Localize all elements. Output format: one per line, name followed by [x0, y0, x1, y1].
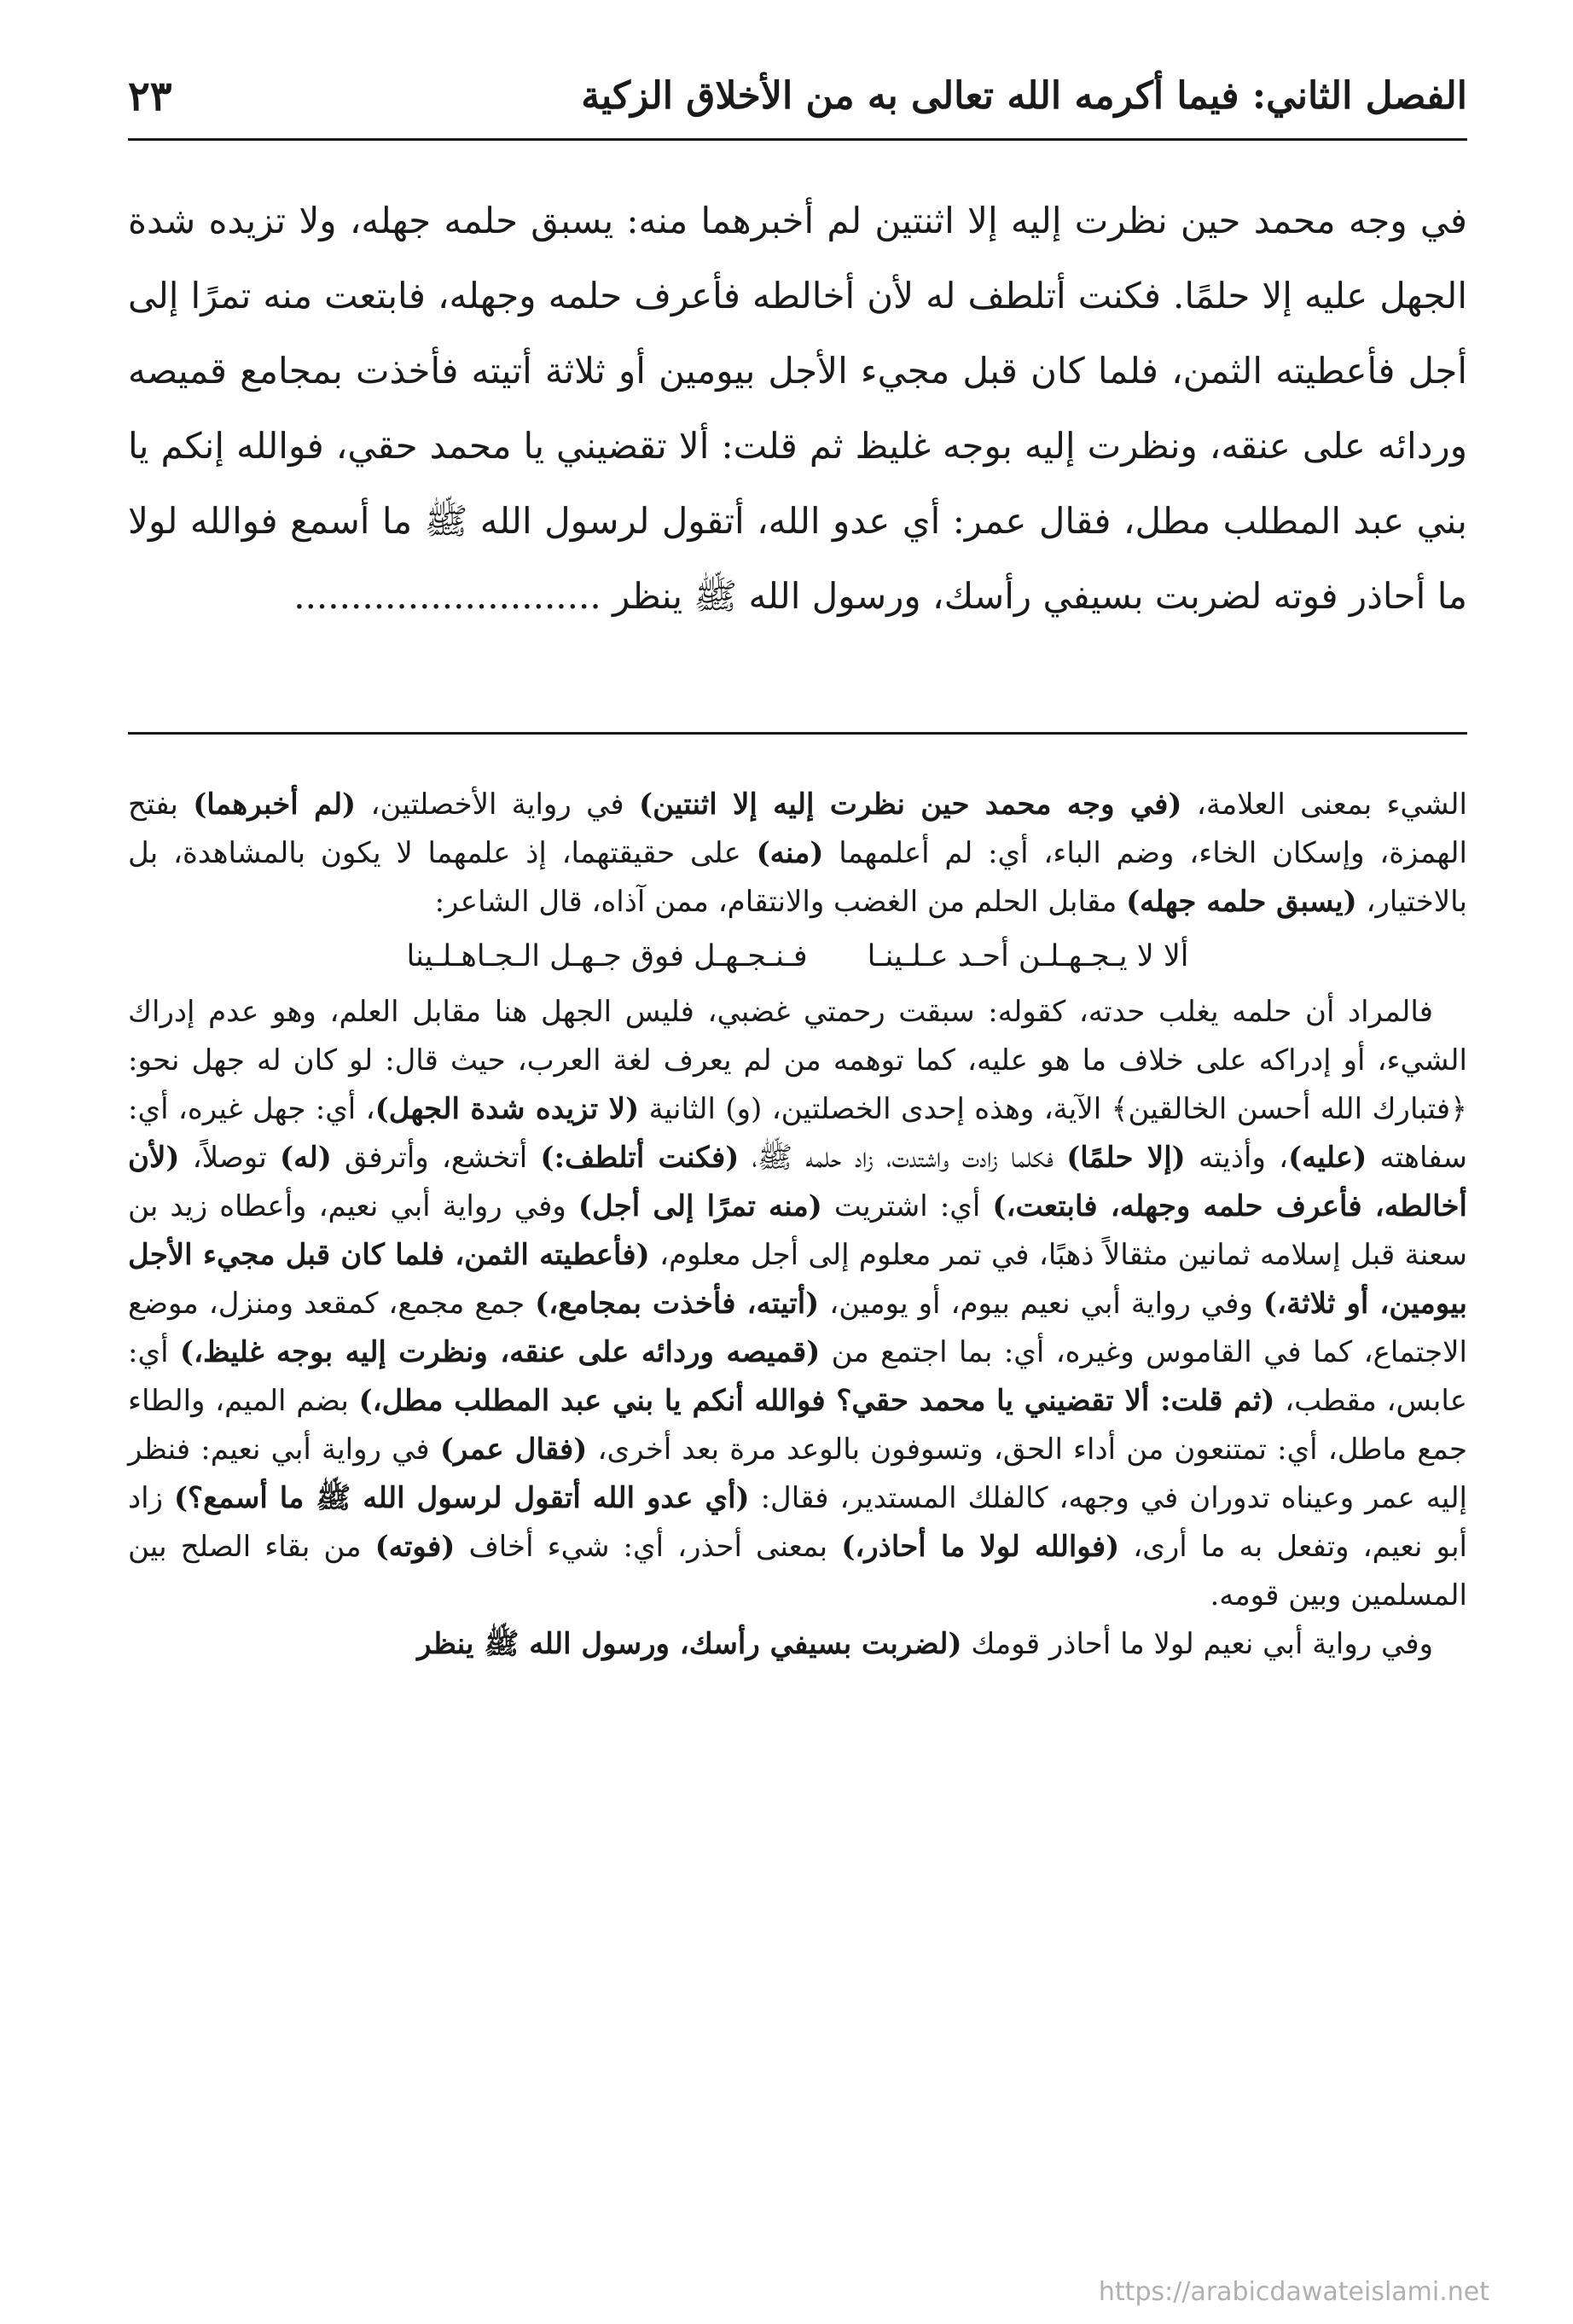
- commentary-text: بمعنى أحذر، أي: شيء أخاف: [455, 1530, 842, 1564]
- commentary-text: وفي رواية أبي نعيم بيوم، أو يومين،: [819, 1287, 1263, 1321]
- commentary-quote: (منه): [756, 836, 824, 870]
- commentary-text: جمع مجمع، كمقعد ومنزل، موضع الاجتماع، كما في القاموس وغيره، أي: بما اجتمع من: [128, 1287, 1467, 1369]
- page-header: [128, 67, 1467, 126]
- commentary-text: فكلما زادت واشتدت، زاد حلمه ﷺ،: [739, 1141, 1067, 1175]
- commentary-quote: (فوته): [374, 1530, 456, 1564]
- commentary-text: في رواية الأخصلتين،: [356, 787, 639, 822]
- commentary-text: بفتح الهمزة، وإسكان الخاء، وضم الباء، أي: لم أعلمهما: [128, 787, 1467, 870]
- commentary-quote: (أتيته، فأخذت بمجامع،): [535, 1287, 820, 1321]
- commentary-quote: (إلا حلمًا): [1066, 1141, 1186, 1175]
- commentary-quote: (لضربت بسيفي رأسك، ورسول الله ﷺ ينظر: [417, 1627, 962, 1661]
- commentary-text: وفي رواية أبي نعيم لولا ما أحاذر قومك: [961, 1627, 1433, 1661]
- continuation-dots: ...........................: [293, 575, 601, 617]
- chapter-title: الفصل الثاني: فيما أكرمه الله تعالى به من الأخلاق الزكية: [581, 74, 1467, 118]
- commentary-quote: (ثم قلت: ألا تقضيني يا محمد حقي؟ فوالله أنكم يا بني عبد المطلب مطل،): [358, 1384, 1275, 1418]
- verse-second-hemistich: فـنـجـهـل فوق جـهـل الـجـاهـلـينا: [406, 939, 808, 973]
- page-number: ٢٣: [128, 73, 172, 120]
- main-text-body: في وجه محمد حين نظرت إليه إلا اثنتين لم أخبرهما منه: يسبق حلمه جهله، ولا تزيده شدة الجهل عليه إلا حلمًا. فكنت أتلطف له لأن أخالطه فأعرف حلمه وجهله، فابتعت منه تمرًا إلى أجل فأعطيته الثمن، فلما كان قبل مجيء الأجل بيومين أو ثلاثة أتيته فأخذت بمجامع قميصه وردائه على عنقه، ونظرت إليه بوجه غليظ ثم قلت: ألا تقضيني يا محمد حقي، فوالله إنكم يا بني عبد المطلب مطل، فقال عمر: أي عدو الله، أتقول لرسول الله ﷺ ما أسمع فوالله لولا ما أحاذر فوته لضربت بسيفي رأسك، ورسول الله ﷺ ينظر: [128, 200, 1467, 617]
- commentary-quote: (فكنت أتلطف:): [540, 1141, 740, 1175]
- commentary-quote: (منه تمرًا إلى أجل): [578, 1189, 822, 1223]
- commentary-text: ، وأذيته: [1185, 1141, 1289, 1175]
- section-divider: [128, 732, 1467, 735]
- commentary-paragraph: [128, 988, 1467, 1620]
- commentary-quote: (له): [280, 1141, 332, 1175]
- commentary-text: توصلاً،: [179, 1141, 281, 1175]
- commentary-quote: (عليه): [1288, 1141, 1367, 1175]
- commentary-quote: (يسبق حلمه جهله): [1126, 885, 1357, 919]
- commentary-text: على حقيقتهما، إذ علمهما لا يكون بالمشاهدة، بل بالاختيار،: [128, 836, 1467, 919]
- commentary-text: من بقاء الصلح بين المسلمين وبين قومه.: [128, 1530, 1467, 1612]
- commentary-text: ، أي: جهل غيره، أي: سفاهته: [128, 1092, 1467, 1175]
- watermark-url: https://arabicdawateislami.net: [1098, 2277, 1489, 2307]
- commentary-text: في رواية أبي نعيم: فنظر إليه عمر وعيناه تدوران في وجهه، كالفلك المستدير، فقال:: [128, 1432, 1467, 1515]
- commentary-quote: (لأن أخالطه، فأعرف حلمه وجهله، فابتعت،): [128, 1141, 1467, 1223]
- commentary-text: بضم الميم، والطاء جمع ماطل، أي: تمتنعون من أداء الحق، وتسوفون بالوعد مرة بعد أخرى،: [128, 1384, 1467, 1467]
- commentary-quote: (فقال عمر): [439, 1432, 588, 1467]
- commentary-text: الشيء بمعنى العلامة،: [1181, 787, 1467, 822]
- commentary-quote: (فوالله لولا ما أحاذر،): [841, 1530, 1120, 1564]
- commentary-quote: (قميصه وردائه على عنقه، ونظرت إليه بوجه غليظ،): [179, 1335, 821, 1369]
- commentary-quote: (فأعطيته الثمن، فلما كان قبل مجيء الأجل بيومين، أو ثلاثة،): [128, 1238, 1468, 1321]
- main-paragraph: [128, 183, 1467, 634]
- commentary-text: مقابل الحلم من الغضب والانتقام، ممن آذاه، قال الشاعر:: [434, 885, 1127, 919]
- commentary-paragraph: [128, 781, 1467, 927]
- header-rule: [128, 138, 1467, 141]
- commentary-text: أي: اشتريت: [821, 1189, 993, 1223]
- commentary-text: أي: عابس، مقطب،: [128, 1335, 1467, 1418]
- commentary-quote: (لم أخبرهما): [193, 787, 357, 822]
- commentary-text: فالمراد أن حلمه يغلب حدته، كقوله: سبقت رحمتي غضبي، فليس الجهل هنا مقابل العلم، وهو عدم إدراك الشيء، أو إدراكه على خلاف ما هو عليه، كما توهمه من لم يعرف لغة العرب، حيث قال: لو كان له جهل نحو: ﴿فتبارك الله أحسن الخالقين﴾ الآية، وهذه إحدى الخصلتين، (و) الثانية: [128, 995, 1467, 1126]
- commentary: [128, 781, 1467, 1669]
- commentary-text: وفي رواية أبي نعيم، وأعطاه زيد بن سعنة قبل إسلامه ثمانين مثقالاً ذهبًا، في تمر معلوم إلى أجل معلوم،: [128, 1189, 1467, 1272]
- commentary-paragraph: [128, 1620, 1467, 1669]
- commentary-quote: (في وجه محمد حين نظرت إليه إلا اثنتين): [638, 787, 1182, 822]
- commentary-text: زاد أبو نعيم، وتفعل به ما أرى،: [128, 1481, 1467, 1564]
- main-text: [128, 183, 1467, 634]
- verse-first-hemistich: ألا لا يـجـهـلـن أحـد عـلـينـا: [867, 939, 1189, 973]
- poetry-verse: [128, 930, 1467, 983]
- commentary-text: أتخشع، وأترفق: [331, 1141, 541, 1175]
- commentary-quote: (لا تزيده شدة الجهل): [374, 1092, 640, 1126]
- commentary-quote: (أي عدو الله أتقول لرسول الله ﷺ ما أسمع؟): [173, 1481, 750, 1515]
